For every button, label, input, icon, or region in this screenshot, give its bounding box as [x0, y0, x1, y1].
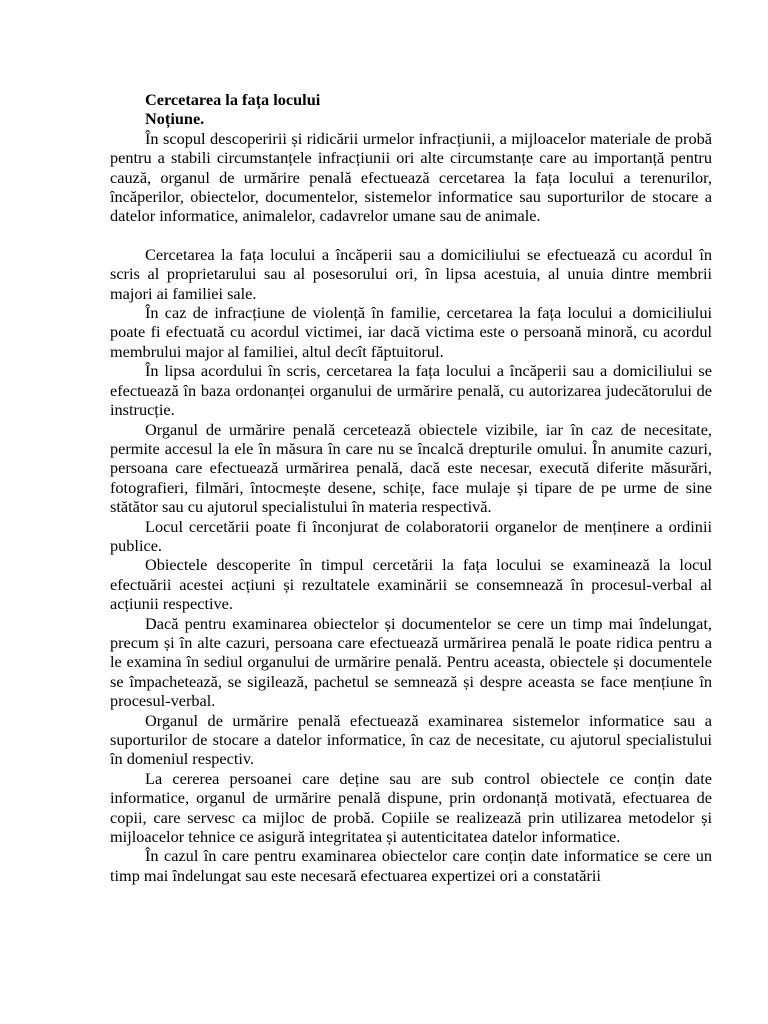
paragraph: Organul de urmărire penală cercetează obiectele vizibile, iar în caz de necesitate, permite accesul la ele în măsura în care nu se încalcă drepturile omului. În anumite cazuri, persoana care efectuează urmărirea penală, dacă este necesar, execută diferite măsurări, fotografieri, filmări, întocmește desene, schițe, face mulaje și tipare de pe urme de sine stătător sau cu ajutorul specialistului în materia respectivă. [110, 419, 712, 517]
paragraph: Cercetarea la fața locului a încăperii sau a domiciliului se efectuează cu acordul în scris al proprietarului sau al posesorului ori, în lipsa acestuia, al unuia dintre membrii majori ai familiei sale. [110, 244, 712, 303]
paragraph: Dacă pentru examinarea obiectelor și documentelor se cere un timp mai îndelungat, precum și în alte cazuri, persoana care efectuează urmărirea penală le poate ridica pentru a le examina în sediul organului de urmărire penală. Pentru aceasta, obiectele și documentele se împachetează, se sigilează, pachetul se semnează și despre aceasta se face mențiune în procesul-verbal. [110, 613, 712, 711]
document-page [110, 90, 712, 885]
paragraph-spacer [110, 226, 712, 245]
paragraph: În lipsa acordului în scris, cercetarea la fața locului a încăperii sau a domiciliului se efectuează în baza ordonanței organului de urmărire penală, cu autorizarea judecătorului de instrucție. [110, 361, 712, 420]
paragraph: La cererea persoanei care deține sau are sub control obiectele ce conțin date informatice, organul de urmărire penală dispune, prin ordonanță motivată, efectuarea de copii, care servesc ca mijloc de probă. Copiile se realizează prin utilizarea metodelor și mijloacelor tehnice ce asigură integritatea și autenticitatea datelor informatice. [110, 768, 712, 847]
document-title: Cercetarea la fața locului [145, 90, 321, 109]
paragraph: În scopul descoperirii și ridicării urmelor infracțiunii, a mijloacelor materiale de probă pentru a stabili circumstanțele infracțiunii ori alte circumstanțe care au importanță pentru cauză, organul de urmărire penală efectuează cercetarea la fața locului a terenurilor, încăperilor, obiectelor, documentelor, sistemelor informatice sau suporturilor de stocare a datelor informatice, animalelor, cadavrelor umane sau de animale. [110, 128, 712, 226]
paragraph: În cazul în care pentru examinarea obiectelor care conțin date informatice se cere un timp mai îndelungat sau este necesară efectuarea expertizei ori a constatării [110, 846, 712, 885]
paragraph: Organul de urmărire penală efectuează examinarea sistemelor informatice sau a suporturilor de stocare a datelor informatice, în caz de necesitate, cu ajutorul specialistului în domeniul respectiv. [110, 710, 712, 769]
paragraph: În caz de infracțiune de violență în familie, cercetarea la fața locului a domiciliului poate fi efectuată cu acordul victimei, iar dacă victima este o persoană minoră, cu acordul membrului major al familiei, altul decît făptuitorul. [110, 303, 712, 361]
document-subtitle: Noțiune. [145, 109, 205, 129]
paragraph: Obiectele descoperite în timpul cercetării la fața locului se examinează la locul efectuării acestei acțiuni și rezultatele examinării se consemnează în procesul-verbal al acțiunii respective. [110, 555, 712, 614]
paragraph: Locul cercetării poate fi înconjurat de colaboratorii organelor de menținere a ordinii publice. [110, 516, 712, 555]
